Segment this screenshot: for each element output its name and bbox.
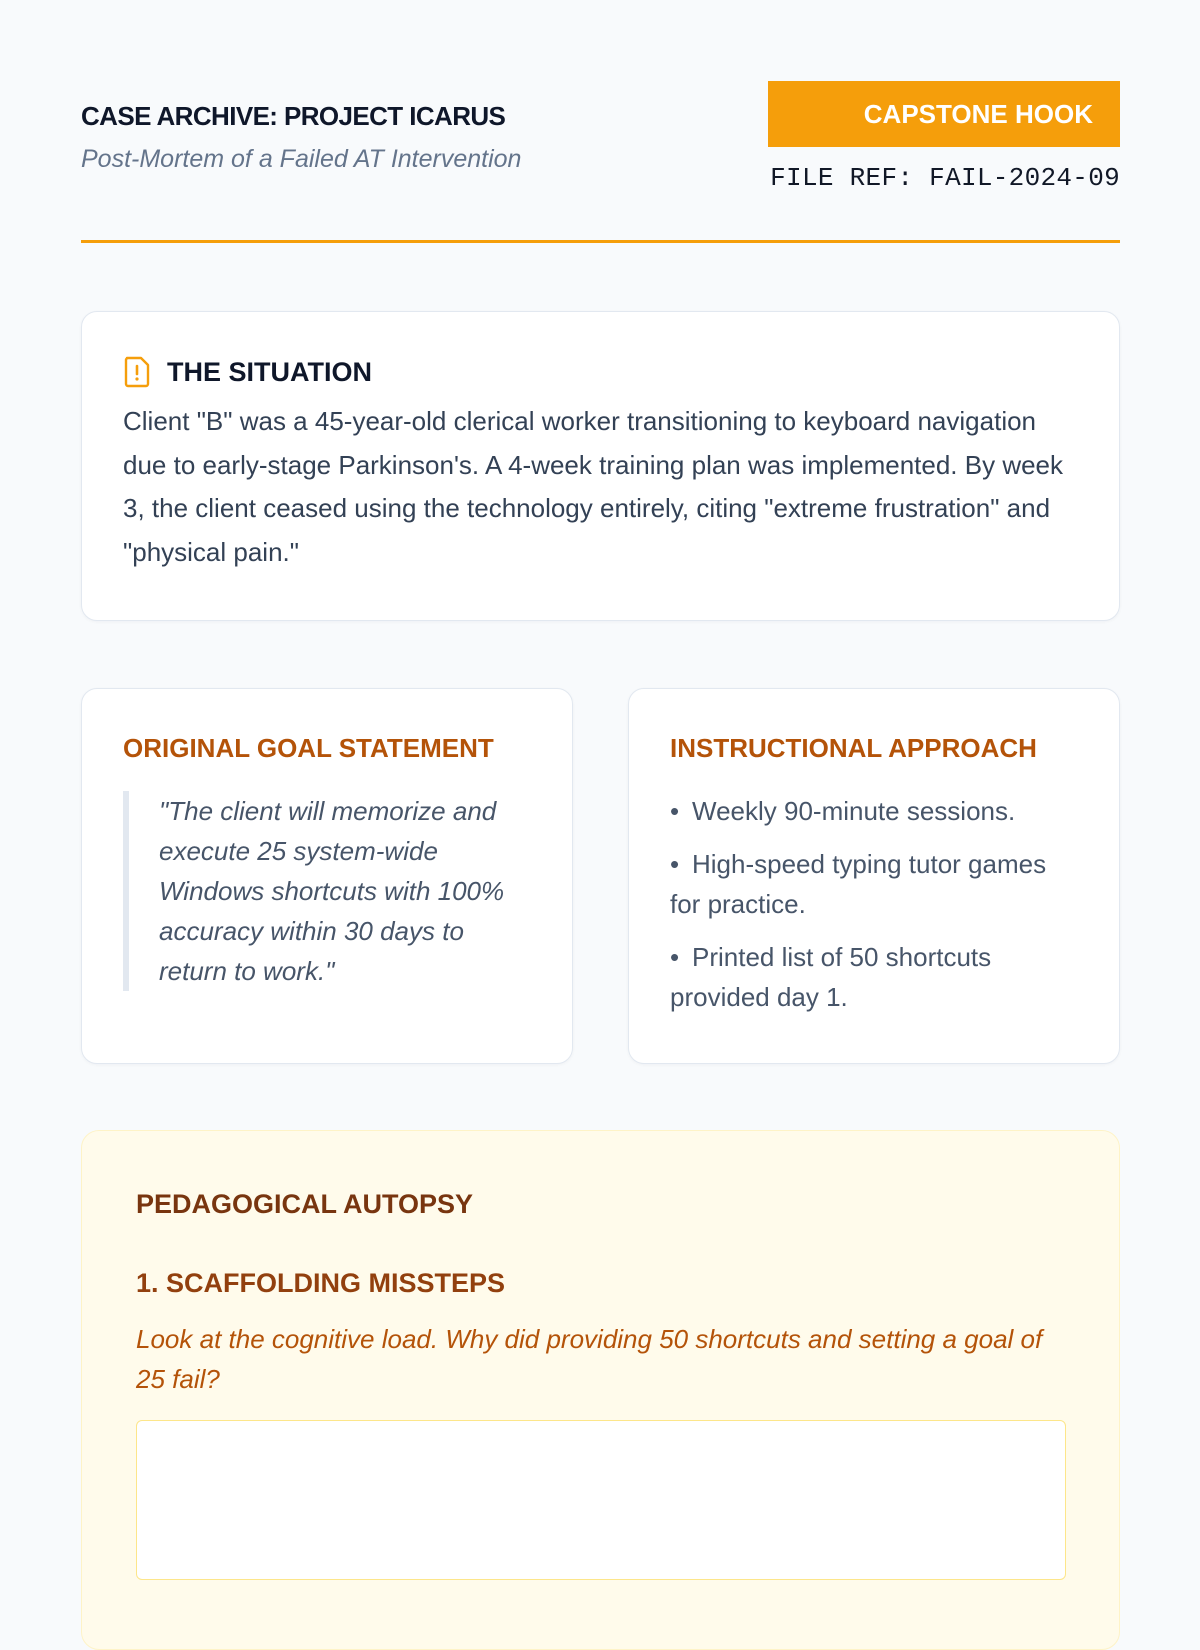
capstone-hook-badge: CAPSTONE HOOK <box>768 81 1120 147</box>
page-title: CASE ARCHIVE: PROJECT ICARUS <box>81 101 506 131</box>
scaffolding-prompt: Look at the cognitive load. Why did providing 50 shortcuts and setting a goal of 25 fail? <box>136 1324 1043 1394</box>
page <box>81 0 1120 1394</box>
page-subtitle: Post-Mortem of a Failed AT Intervention <box>81 145 522 173</box>
goal-statement-label: ORIGINAL GOAL STATEMENT <box>123 733 494 763</box>
bullet-icon: • <box>670 849 680 879</box>
list-item <box>670 791 1079 831</box>
scaffolding-missteps-title: 1. SCAFFOLDING MISSTEPS <box>136 1268 506 1298</box>
situation-body: Client "B" was a 45-year-old clerical worker transitioning to keyboard navigation due to early-stage Parkinson's. A 4-week training plan was implemented. By week 3, the client ceased using the technology entirely, citing "extreme frustration" and "physical pain." <box>123 406 1064 567</box>
instructional-approach-card <box>628 688 1120 1064</box>
approach-item-text: High-speed typing tutor games for practice. <box>670 849 1047 919</box>
goal-statement-card <box>81 688 573 1064</box>
approach-list <box>670 791 1079 1017</box>
file-reference: FILE REF: FAIL-2024-09 <box>770 163 1120 193</box>
instructional-approach-label: INSTRUCTIONAL APPROACH <box>670 733 1037 763</box>
scaffolding-response-input[interactable] <box>136 1420 1066 1580</box>
approach-item-text: Printed list of 50 shortcuts provided day 1. <box>670 942 992 1012</box>
bullet-icon: • <box>670 796 680 826</box>
goal-statement-quote: "The client will memorize and execute 25 system-wide Windows shortcuts with 100% accuracy within 30 days to return to work." <box>123 791 532 991</box>
bullet-icon: • <box>670 942 680 972</box>
approach-item-text: Weekly 90-minute sessions. <box>692 796 1016 826</box>
autopsy-heading: PEDAGOGICAL AUTOPSY <box>136 1189 474 1219</box>
situation-card <box>81 311 1120 621</box>
situation-title: THE SITUATION <box>167 356 372 387</box>
file-alert-icon <box>123 356 151 388</box>
situation-heading <box>123 356 1079 388</box>
case-header <box>81 0 1120 243</box>
pedagogical-autopsy-panel <box>81 1130 1120 1650</box>
list-item <box>670 844 1079 924</box>
list-item <box>670 937 1079 1017</box>
